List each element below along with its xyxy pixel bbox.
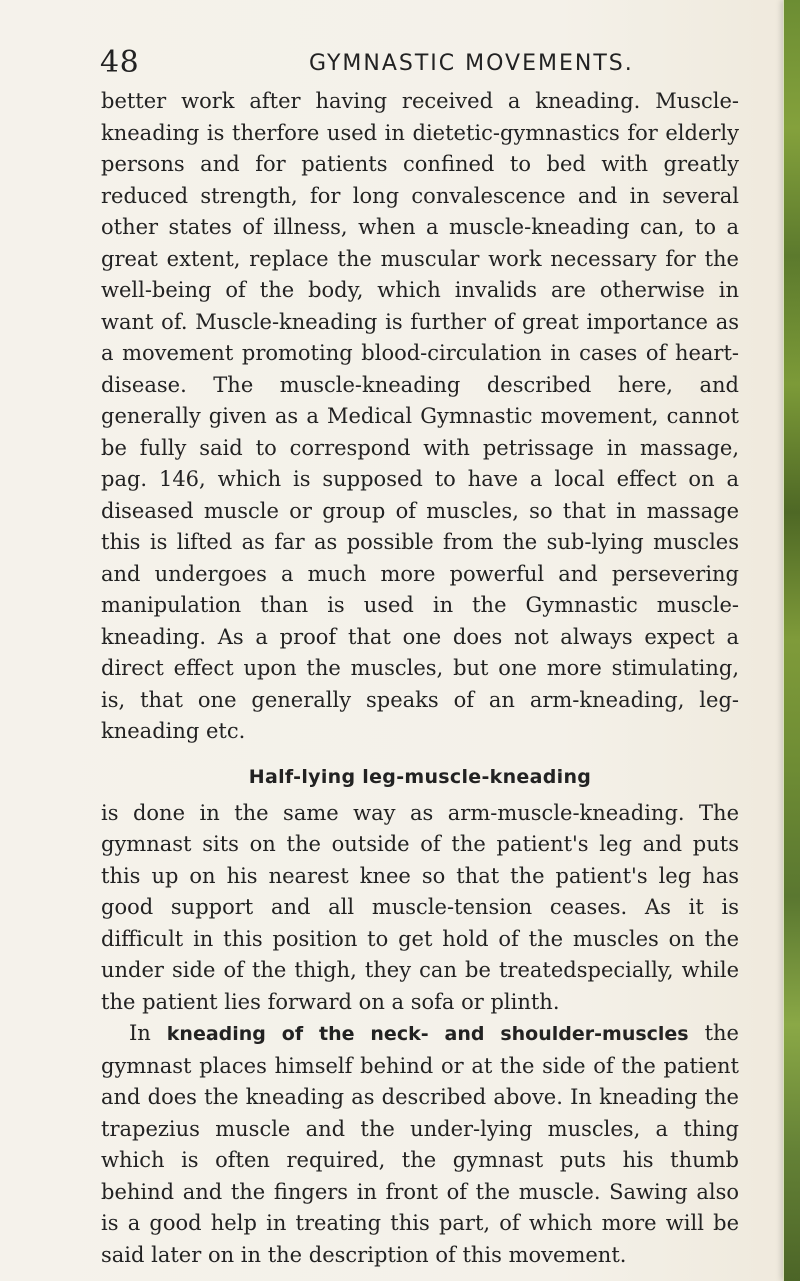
paragraph-3-lead-in: In [129,1021,151,1045]
paragraph-3-text: the gymnast places himself behind or at the side of the patient and does the kneading as described above. In kneading the trapezius muscle and the under-lying muscles, a thing which is often required, the gymnast puts his thumb behind and the fingers in front of the muscle. Sawing also is a good help in treating this part, of which more will be said later on in the description of this movement. [101,1021,739,1267]
page-number: 48 [100,45,140,80]
paragraph-3 [101,1018,739,1271]
inline-heading: kneading of the neck- and shoulder-muscles [166,1023,689,1045]
running-head: GYMNASTIC MOVEMENTS. [309,51,634,76]
book-binding-edge [784,0,800,1281]
section-heading: Half-lying leg-muscle-kneading [248,765,592,788]
paragraph-1: better work after having received a kneading. Muscle-kneading is therfore used in dietetic-gymnastics for elderly persons and for patients confined to bed with greatly reduced strength, for long convalescence and in several other states of illness, when a muscle-kneading can, to a great extent, replace the muscular work necessary for the well-being of the body, which invalids are otherwise in want of. Muscle-kneading is further of great importance as a movement promoting blood-circulation in cases of heart-disease. The muscle-kneading described here, and generally given as a Medical Gymnastic movement, cannot be fully said to correspond with petrissage in massage, pag. 146, which is supposed to have a local effect on a diseased muscle or group of muscles, so that in massage this is lifted as far as possible from the sub-lying muscles and undergoes a much more powerful and persevering manipulation than is used in the Gymnastic muscle-kneading. As a proof that one does not always expect a direct effect upon the muscles, but one more stimulating, is, that one generally speaks of an arm-kneading, leg-kneading etc. [101,89,739,743]
body-text [101,86,739,1271]
paragraph-2: is done in the same way as arm-muscle-kneading. The gymnast sits on the outside of the patient's leg and puts this up on his nearest knee so that the patient's leg has good support and all muscle-tension ceases. As it is difficult in this position to get hold of the muscles on the under side of the thigh, they can be treatedspecially, while the patient lies forward on a sofa or plinth. [101,800,739,1014]
page-header [100,45,760,84]
